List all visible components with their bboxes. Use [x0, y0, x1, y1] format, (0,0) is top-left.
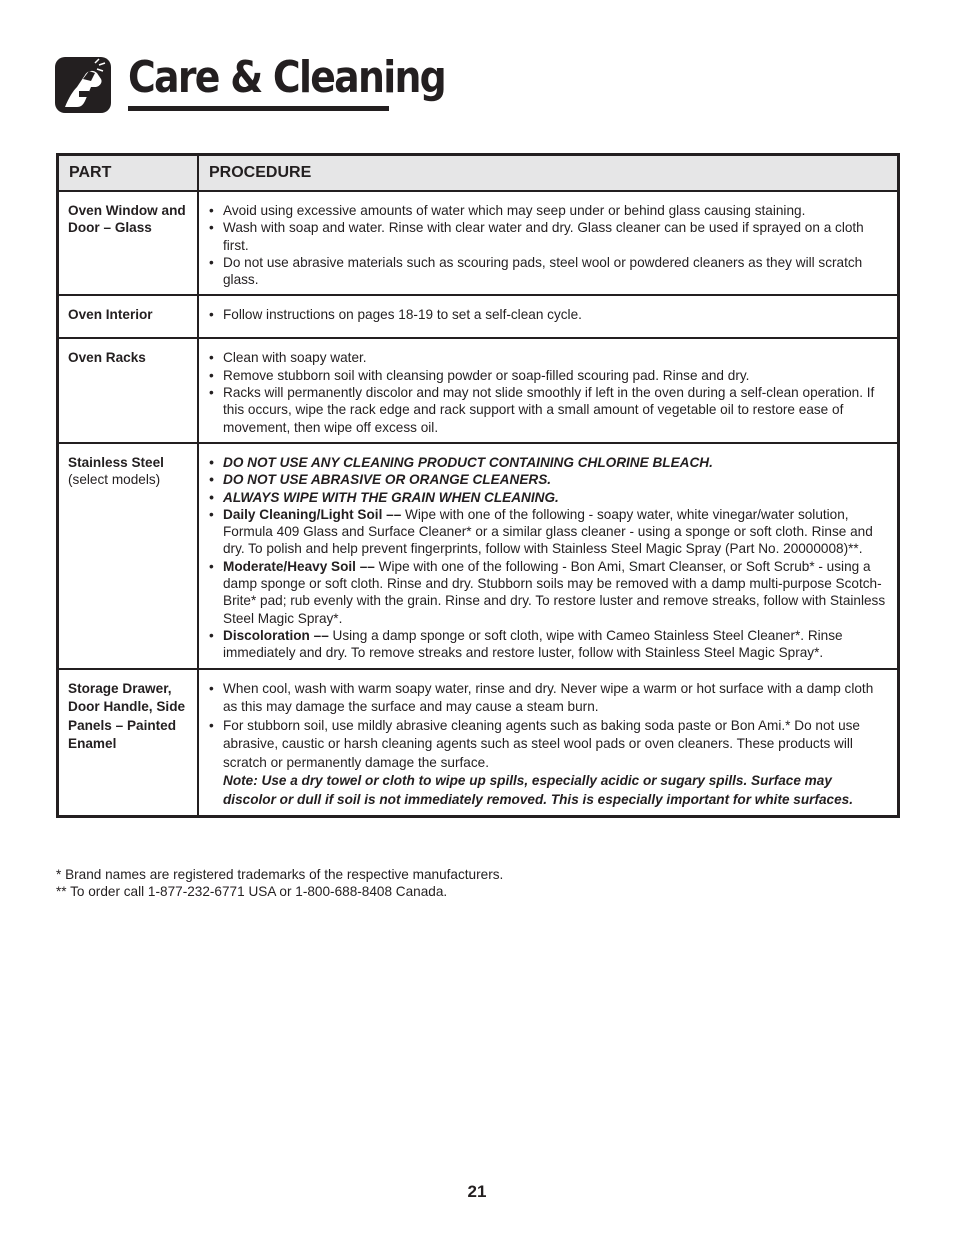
procedure-cell	[198, 191, 899, 295]
table-row	[58, 443, 899, 669]
table-row	[58, 338, 899, 442]
table-row	[58, 191, 899, 295]
item-text: Using a damp sponge or soft cloth, wipe with Cameo Stainless Steel Cleaner*. Rinse immediately and dry. To remove streaks and restore luster, follow with Stainless Steel Magic Spray*.	[223, 627, 843, 661]
table-row	[58, 295, 899, 338]
footnote: * Brand names are registered trademarks of the respective manufacturers.	[56, 867, 504, 882]
list-item	[208, 558, 887, 627]
part-cell	[58, 443, 199, 669]
note-text: Note: Use a dry towel or cloth to wipe up spills, especially acidic or sugary spills. Surface may discolor or dull if soil is not immediately removed. This is especially important for white surfaces.	[223, 773, 854, 807]
warning-item: • ALWAYS WIPE WITH THE GRAIN WHEN CLEANING.	[208, 489, 887, 506]
item-label: Daily Cleaning/Light Soil ––	[223, 506, 402, 522]
procedure-cell	[198, 669, 899, 817]
part-cell: Oven Window and Door – Glass	[58, 191, 199, 295]
list-item: • Follow instructions on pages 18-19 to set a self-clean cycle.	[208, 306, 887, 323]
list-item: • When cool, wash with warm soapy water, rinse and dry. Never wipe a warm or hot surface with a damp cloth as this may damage the surface and may cause a steam burn.	[208, 680, 887, 717]
procedure-cell	[198, 338, 899, 442]
table-header-row	[58, 155, 899, 192]
list-item: • Avoid using excessive amounts of water which may seep under or behind glass causing staining.	[208, 202, 887, 219]
list-item: • Clean with soapy water.	[208, 349, 887, 366]
procedure-cell	[198, 295, 899, 338]
part-label: Stainless Steel	[68, 454, 164, 470]
page-number: 21	[467, 1182, 487, 1201]
list-item: • Wash with soap and water. Rinse with clear water and dry. Glass cleaner can be used if sprayed on a cloth first.	[208, 219, 887, 254]
care-cleaning-table	[56, 153, 900, 818]
part-cell: Storage Drawer, Door Handle, Side Panels – Painted Enamel	[58, 669, 199, 817]
footnotes	[56, 866, 503, 901]
part-sublabel: (select models)	[68, 472, 161, 488]
item-label: Discoloration ––	[223, 627, 329, 643]
item-text: Wipe with one of the following - Bon Ami, Smart Cleanser, or Soft Scrub* - using a damp sponge or soft cloth. Rinse and dry. Stubborn soils may be removed with a damp multi-purpose Scotch-Brite* pad; rub evenly with the grain. Rinse and dry. To restore luster and remove streaks, follow with Stainless Steel Magic Spray*.	[223, 558, 886, 626]
item-text: Wipe with one of the following - soapy water, white vinegar/water solution, Formula 409 Glass and Surface Cleaner* or a similar glass cleaner - using a sponge or soft cloth. Rinse and dry. To polish and help prevent fingerprints, follow with Stainless Steel Magic Spray (Part No. 20000008)**.	[223, 506, 873, 557]
list-item: • Racks will permanently discolor and may not slide smoothly if left in the oven during a self-clean operation. If this occurs, wipe the rack edge and rack support with a small amount of vegetable oil to restore ease of movement, then wipe off excess oil.	[208, 384, 887, 436]
warning-item: • DO NOT USE ABRASIVE OR ORANGE CLEANERS.	[208, 471, 887, 488]
page-title: Care & Cleaning	[128, 52, 446, 103]
procedure-cell	[198, 443, 899, 669]
cleaning-spray-icon	[55, 57, 111, 113]
part-cell: Oven Racks	[58, 338, 199, 442]
list-item: • Remove stubborn soil with cleansing powder or soap-filled scouring pad. Rinse and dry.	[208, 367, 887, 384]
warning-item: • DO NOT USE ANY CLEANING PRODUCT CONTAINING CHLORINE BLEACH.	[208, 454, 887, 471]
list-item	[208, 627, 887, 662]
column-header-procedure: PROCEDURE	[198, 155, 899, 192]
column-header-part: PART	[58, 155, 199, 192]
list-item	[208, 506, 887, 558]
item-label: Moderate/Heavy Soil ––	[223, 558, 375, 574]
footnote: ** To order call 1-877-232-6771 USA or 1-800-688-8408 Canada.	[56, 884, 448, 900]
title-underline	[128, 106, 389, 111]
list-item: • For stubborn soil, use mildly abrasive cleaning agents such as baking soda paste or Bon Ami.* Do not use abrasive, caustic or harsh cleaning agents such as steel wool pads or oven cleaners. These products will scratch or permanently damage the surface.	[208, 717, 887, 773]
table-row	[58, 669, 899, 817]
part-cell: Oven Interior	[58, 295, 199, 338]
list-item: • Do not use abrasive materials such as scouring pads, steel wool or powdered cleaners as they will scratch glass.	[208, 254, 887, 289]
